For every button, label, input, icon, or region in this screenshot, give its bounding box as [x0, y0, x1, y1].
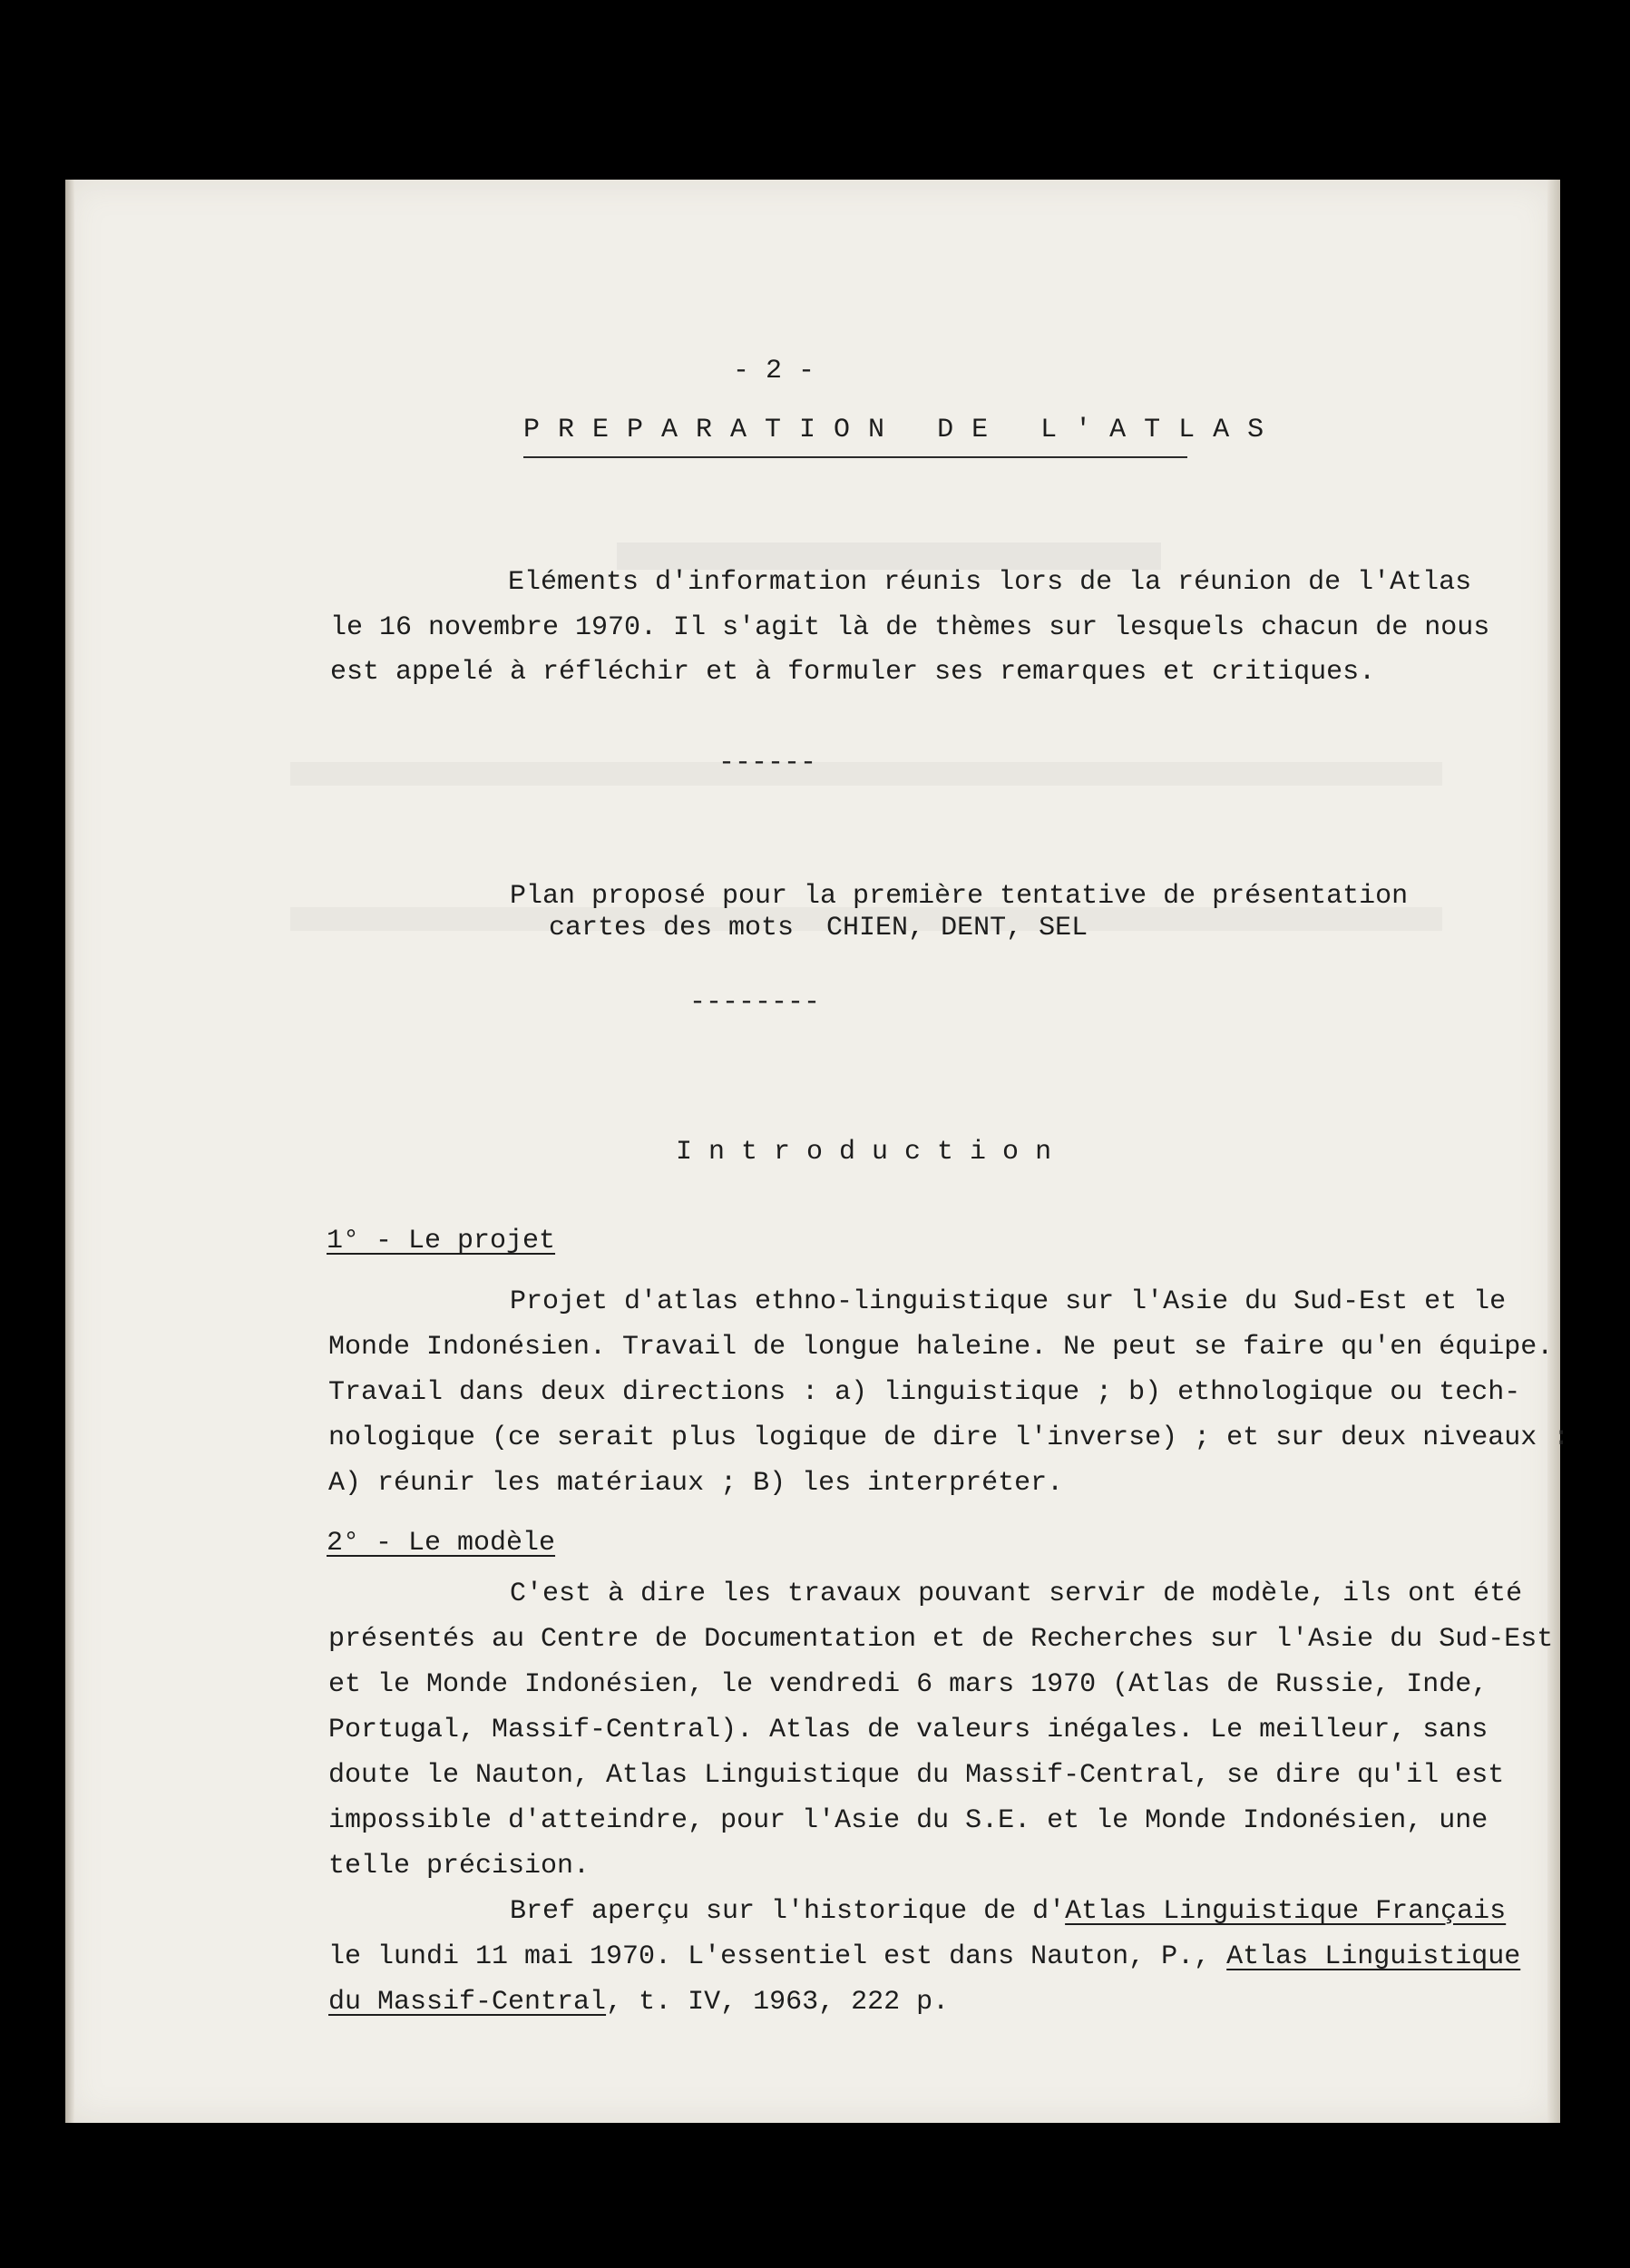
reference-text: le lundi 11 mai 1970. L'essentiel est dans Nauton, P.,	[328, 1941, 1227, 1972]
paper-edge-left	[65, 180, 74, 2123]
section-2-line: telle précision.	[328, 1851, 591, 1882]
intro-line-3: est appelé à réfléchir et à formuler ses remarques et critiques.	[330, 657, 1376, 688]
bref-line	[510, 1898, 1506, 1925]
section-1-heading: 1° - Le projet	[327, 1226, 556, 1256]
section-2-line: et le Monde Indonésien, le vendredi 6 mars 1970 (Atlas de Russie, Inde,	[328, 1669, 1488, 1700]
separator-dashes: --------	[689, 987, 821, 1018]
section-2-line: présentés au Centre de Documentation et de Recherches sur l'Asie du Sud-Est	[328, 1624, 1554, 1655]
nauton-atlas-title: Atlas Linguistique	[1226, 1941, 1521, 1972]
intro-line-1: Eléments d'information réunis lors de la réunion de l'Atlas	[508, 567, 1472, 598]
section-2-line: Portugal, Massif-Central). Atlas de valeurs inégales. Le meilleur, sans	[328, 1715, 1488, 1745]
section-1-line: nologique (ce serait plus logique de dire l'inverse) ; et sur deux niveaux :	[328, 1422, 1570, 1453]
plan-line-2: cartes des mots CHIEN, DENT, SEL	[549, 913, 1088, 943]
section-1-line: A) réunir les matériaux ; B) les interpréter.	[328, 1468, 1064, 1499]
reference-line	[328, 1943, 1520, 1970]
plan-line-1: Plan proposé pour la première tentative de présentation	[510, 881, 1409, 912]
section-1-line: Travail dans deux directions : a) linguistique ; b) ethnologique ou tech-	[328, 1377, 1521, 1408]
intro-line-2: le 16 novembre 1970. Il s'agit là de thèmes sur lesquels chacun de nous	[330, 612, 1490, 643]
reference-line	[328, 1989, 949, 2016]
atlas-francais-title: Atlas Linguistique Français	[1065, 1896, 1507, 1927]
page-number: - 2 -	[733, 356, 815, 386]
section-1-line: Monde Indonésien. Travail de longue haleine. Ne peut se faire qu'en équipe.	[328, 1332, 1554, 1363]
bref-text: Bref aperçu sur l'historique de d'	[510, 1896, 1066, 1927]
section-2-line: impossible d'atteindre, pour l'Asie du S.E. et le Monde Indonésien, une	[328, 1805, 1488, 1836]
paper-edge-right	[1547, 180, 1560, 2123]
section-2-line: C'est à dire les travaux pouvant servir de modèle, ils ont été	[510, 1579, 1523, 1609]
separator-dashes: ------	[718, 748, 817, 778]
reference-details: , t. IV, 1963, 222 p.	[606, 1987, 950, 2018]
section-2-line: doute le Nauton, Atlas Linguistique du Massif-Central, se dire qu'il est	[328, 1760, 1505, 1791]
section-1-line: Projet d'atlas ethno-linguistique sur l'Asie du Sud-Est et le	[510, 1286, 1507, 1317]
section-title: I n t r o d u c t i o n	[676, 1137, 1052, 1168]
section-2-heading: 2° - Le modèle	[327, 1528, 556, 1559]
title-underline	[523, 456, 1187, 458]
bleed-through-mark	[290, 762, 1442, 786]
nauton-atlas-title-cont: du Massif-Central	[328, 1987, 607, 2018]
bleed-through-mark	[617, 543, 1161, 570]
page-title: P R E P A R A T I O N D E L ' A T L A S	[523, 415, 1265, 445]
